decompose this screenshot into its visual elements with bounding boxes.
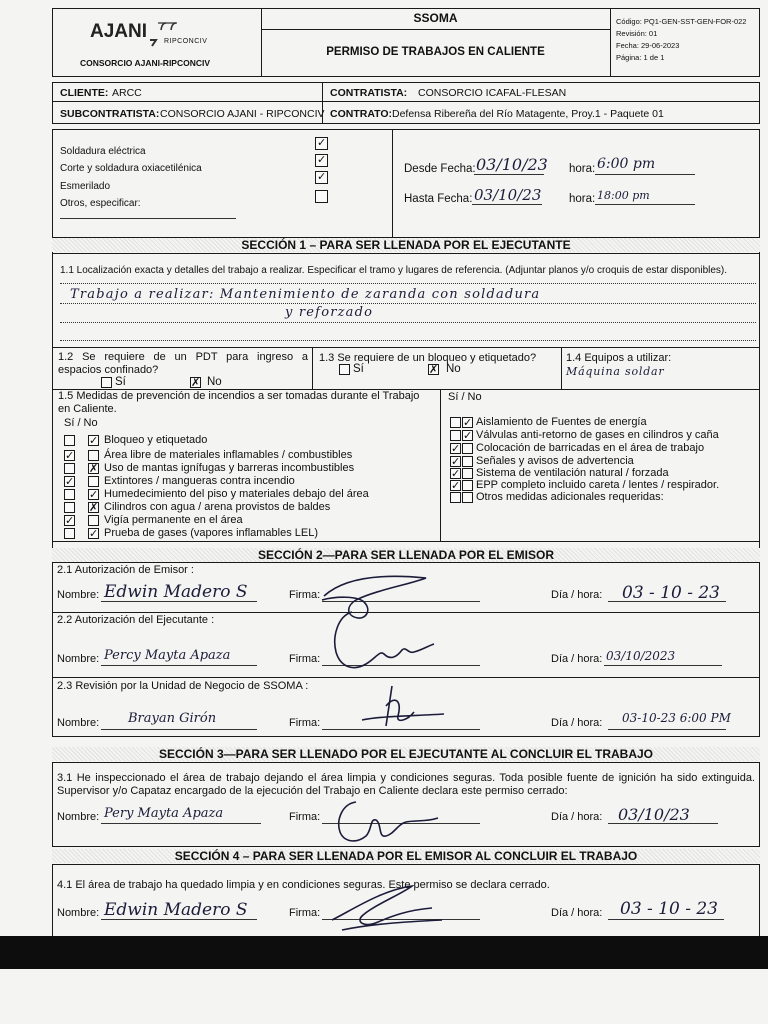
measure-no-checkbox[interactable] [88, 515, 99, 526]
firma-label: Firma: [289, 811, 321, 823]
work-type-label: Esmerilado [60, 181, 111, 192]
firma-label: Firma: [289, 717, 321, 729]
signature-section3 [326, 798, 446, 846]
measure-si-checkbox[interactable] [64, 435, 75, 446]
q12-si-checkbox[interactable] [101, 377, 112, 388]
measure-row [60, 433, 440, 447]
to-hour-value: 18:00 pm [597, 189, 650, 202]
q14-text: 1.4 Equipos a utilizar: [566, 352, 672, 364]
signature-ssoma [352, 680, 452, 736]
ejecutante-name: Percy Mayta Apaza [104, 648, 231, 663]
measure-no-checkbox[interactable] [462, 492, 473, 503]
company-logo [90, 16, 230, 54]
from-hour-label: hora: [569, 163, 596, 175]
measure-si-checkbox[interactable] [64, 502, 75, 513]
measure-label: EPP completo incluido careta / lentes / respirador. [476, 479, 720, 491]
section-2-title: SECCIÓN 2—PARA SER LLENADA POR EL EMISOR [52, 548, 760, 562]
to-date-value: 03/10/23 [474, 186, 542, 204]
form-revision: Revisión: 01 [616, 29, 658, 38]
q11-text: 1.1 Localización exacta y detalles del trabajo a realizar. Especificar el tramo y lugares de referencia. (Adjuntar planos y/o croquis de estar disponibles). [60, 265, 728, 276]
measure-label: Cilindros con agua / arena provistos de baldes [104, 501, 331, 513]
measure-si-checkbox[interactable]: ✓ [65, 514, 75, 527]
measure-si-checkbox[interactable] [450, 492, 461, 503]
measure-label: Prueba de gases (vapores inflamables LEL) [104, 527, 319, 539]
q12-no-checkbox[interactable]: ✗ [191, 376, 201, 389]
client-label: CLIENTE: [60, 87, 109, 99]
measure-row [60, 526, 440, 540]
nombre-label: Nombre: [57, 653, 100, 665]
measure-no-checkbox[interactable]: ✓ [463, 429, 473, 442]
measure-row [446, 428, 758, 442]
measure-si-checkbox[interactable] [64, 489, 75, 500]
work-type-checkbox[interactable]: ✓ [317, 153, 327, 166]
q31-text: 3.1 He inspeccionado el área de trabajo dejando el área limpia y condiciones seguras. Toda posible fuente de ignición ha sido extinguida. Supervisor y/o Capataz encargado de la ejecución del Trabajo en Caliente declara este permiso cerrado: [57, 772, 755, 797]
signature-ejecutante [322, 606, 442, 678]
measure-si-checkbox[interactable]: ✓ [65, 449, 75, 462]
q13-si-label: Sí [353, 363, 364, 375]
section3-name: Pery Mayta Apaza [104, 806, 224, 821]
measure-row [60, 448, 440, 462]
measure-no-checkbox[interactable] [88, 476, 99, 487]
work-type-checkbox[interactable]: ✓ [317, 170, 327, 183]
measure-label: Colocación de barricadas en el área de trabajo [476, 442, 705, 454]
q14-answer: Máquina soldar [566, 365, 665, 378]
work-type-label: Otros, especificar: [60, 198, 141, 209]
si-no-header-right: Sí / No [448, 391, 482, 403]
section4-date: 03 - 10 - 23 [620, 899, 718, 919]
nombre-label: Nombre: [57, 717, 100, 729]
measure-row [60, 461, 440, 475]
signature-section4 [322, 880, 452, 934]
emisor-date: 03 - 10 - 23 [622, 583, 720, 603]
form-date: Fecha: 29-06-2023 [616, 41, 680, 50]
q23-label: 2.3 Revisión por la Unidad de Negocio de SSOMA : [57, 680, 309, 692]
q11-answer-line1: Trabajo a realizar: Mantenimiento de zaranda con soldadura [70, 287, 541, 302]
subcontractor-value: CONSORCIO AJANI - RIPCONCIV [160, 108, 325, 120]
measure-si-checkbox[interactable]: ✓ [451, 442, 461, 455]
q13-no-label: No [446, 363, 461, 375]
logo-partner: RIPCONCIV [164, 38, 208, 45]
measure-si-checkbox[interactable] [64, 463, 75, 474]
work-type-checkbox[interactable] [315, 190, 328, 203]
measure-label: Bloqueo y etiquetado [104, 434, 208, 446]
measure-label: Extintores / mangueras contra incendio [104, 475, 295, 487]
form-page: Página: 1 de 1 [616, 53, 665, 62]
measure-row [60, 474, 440, 488]
measure-no-checkbox[interactable] [88, 450, 99, 461]
work-type-label: Corte y soldadura oxiacetilénica [60, 163, 202, 174]
ssoma-name: Brayan Girón [128, 711, 217, 726]
measure-label: Sistema de ventilación natural / forzada [476, 467, 669, 479]
subcontractor-label: SUBCONTRATISTA: [60, 108, 160, 120]
measure-no-checkbox[interactable]: ✓ [463, 416, 473, 429]
to-date-label: Hasta Fecha: [404, 193, 473, 205]
dia-hora-label: Día / hora: [551, 811, 603, 823]
measure-no-checkbox[interactable]: ✗ [89, 462, 99, 475]
firma-label: Firma: [289, 589, 321, 601]
form-code: Código: PQ1-GEN-SST-GEN-FOR-022 [616, 17, 747, 26]
client-value: ARCC [112, 87, 142, 99]
section-3-title: SECCIÓN 3—PARA SER LLENADO POR EL EJECUTANTE AL CONCLUIR EL TRABAJO [52, 747, 760, 761]
q13-si-checkbox[interactable] [339, 364, 350, 375]
measure-si-checkbox[interactable]: ✓ [451, 455, 461, 468]
ejecutante-date: 03/10/2023 [606, 649, 676, 663]
measure-label: Válvulas anti-retorno de gases en cilindros y caña [476, 429, 719, 441]
section-4-title: SECCIÓN 4 – PARA SER LLENADA POR EL EMISOR AL CONCLUIR EL TRABAJO [52, 849, 760, 863]
q12-si-label: Sí [115, 376, 126, 388]
logo-name: AJANI [90, 21, 148, 42]
section-1-title: SECCIÓN 1 – PARA SER LLENADA POR EL EJECUTANTE [52, 238, 760, 252]
contract-label: CONTRATO: [330, 108, 393, 120]
to-hour-label: hora: [569, 193, 596, 205]
measure-row [60, 513, 440, 527]
from-date-value: 03/10/23 [476, 155, 548, 174]
contractor-value: CONSORCIO ICAFAL-FLESAN [418, 87, 567, 99]
q11-answer-line2: y reforzado [285, 305, 374, 320]
ssoma-date: 03-10-23 6:00 PM [622, 711, 731, 725]
measure-no-checkbox[interactable]: ✓ [89, 488, 99, 501]
measure-label: Aislamiento de Fuentes de energía [476, 416, 647, 428]
system-title: SSOMA [413, 11, 458, 25]
q12-no-label: No [207, 376, 222, 388]
measure-no-checkbox[interactable] [462, 443, 473, 454]
scan-bottom-band [0, 936, 768, 969]
measure-no-checkbox[interactable]: ✓ [89, 434, 99, 447]
contract-value: Defensa Ribereña del Río Matagente, Proy.1 - Paquete 01 [392, 108, 664, 120]
measure-si-checkbox[interactable]: ✓ [65, 475, 75, 488]
measure-label: Uso de mantas ignífugas y barreras incombustibles [104, 462, 355, 474]
measure-no-checkbox[interactable]: ✗ [89, 501, 99, 514]
dia-hora-label: Día / hora: [551, 907, 603, 919]
consortium-name: CONSORCIO AJANI-RIPCONCIV [80, 58, 211, 68]
from-hour-value: 6:00 pm [597, 156, 656, 172]
measure-row [446, 415, 758, 429]
contractor-label: CONTRATISTA: [330, 87, 408, 99]
q21-label: 2.1 Autorización de Emisor : [57, 564, 194, 576]
q41-text: 4.1 El área de trabajo ha quedado limpia y en condiciones seguras. Este permiso se declara cerrado. [57, 879, 550, 891]
measure-label: Otros medidas adicionales requeridas: [476, 491, 664, 503]
work-type-checkbox[interactable]: ✓ [317, 136, 327, 149]
q22-label: 2.2 Autorización del Ejecutante : [57, 614, 215, 626]
nombre-label: Nombre: [57, 907, 100, 919]
si-no-header-left: Sí / No [64, 417, 98, 429]
measure-si-checkbox[interactable] [64, 528, 75, 539]
measure-no-checkbox[interactable]: ✓ [89, 527, 99, 540]
q15-text: 1.5 Medidas de prevención de incendios a ser tomadas durante el Trabajo en Caliente. [58, 390, 420, 415]
measure-si-checkbox[interactable]: ✓ [451, 479, 461, 492]
form-title: PERMISO DE TRABAJOS EN CALIENTE [326, 46, 545, 58]
q13-no-checkbox[interactable]: ✗ [429, 363, 439, 376]
measure-label: Vigía permanente en el área [104, 514, 243, 526]
from-date-label: Desde Fecha: [404, 163, 476, 175]
firma-label: Firma: [289, 907, 321, 919]
dia-hora-label: Día / hora: [551, 653, 603, 665]
q13-text: 1.3 Se requiere de un bloqueo y etiquetado? [319, 352, 537, 364]
measure-row [446, 441, 758, 455]
firma-label: Firma: [289, 653, 321, 665]
measure-label: Área libre de materiales inflamables / combustibles [104, 449, 353, 461]
q12-text: 1.2 Se requiere de un PDT para ingreso a espacios confinado? [58, 351, 308, 376]
work-type-label: Soldadura eléctrica [60, 146, 146, 157]
measure-label: Humedecimiento del piso y materiales debajo del área [104, 488, 369, 500]
measure-si-checkbox[interactable] [450, 417, 461, 428]
nombre-label: Nombre: [57, 589, 100, 601]
dia-hora-label: Día / hora: [551, 717, 603, 729]
measure-si-checkbox[interactable]: ✓ [451, 467, 461, 480]
emisor-name: Edwin Madero S [104, 582, 248, 602]
measure-row [60, 487, 440, 501]
dia-hora-label: Día / hora: [551, 589, 603, 601]
measure-row [60, 500, 440, 514]
section3-date: 03/10/23 [618, 805, 690, 824]
measure-si-checkbox[interactable] [450, 430, 461, 441]
measure-row [446, 490, 758, 504]
measure-label: Señales y avisos de advertencia [476, 455, 634, 467]
nombre-label: Nombre: [57, 811, 100, 823]
section4-name: Edwin Madero S [104, 900, 248, 920]
